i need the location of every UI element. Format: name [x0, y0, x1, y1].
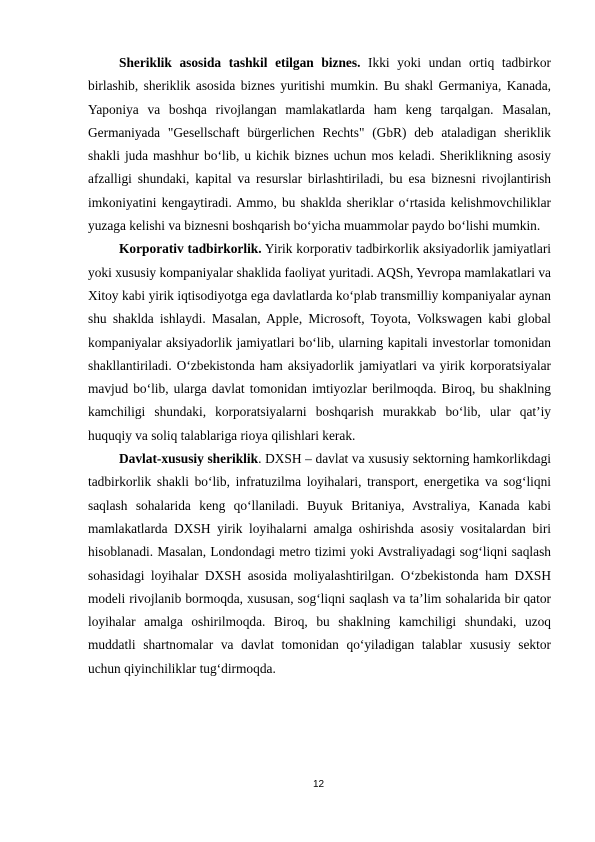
paragraph-text: Yirik korporativ tadbirkorlik aksiyadorlik jamiyatlari yoki xususiy kompaniyalar shaklida faoliyat yuritadi. AQSh, Yevropa mamlakatlari va Xitoy kabi yirik iqtisodiyotga ega davlatlarda ko‘plab transmilliy kompaniyalar aynan shu shaklda ishlaydi. Masalan, Apple, Microsoft, Toyota, Volkswagen kabi global kompaniyalar aksiyadorlik jamiyatlari bo‘lib, ularning kapitali investorlar tomonidan shakllantiriladi. O‘zbekistonda ham aksiyadorlik jamiyatlari va yirik korporatsiyalar mavjud bo‘lib, ularga davlat tomonidan imtiyozlar berilmoqda. Biroq, bu shaklning kamchiligi shundaki, korporatsiyalarni boshqarish murakkab bo‘lib, ular qat’iy huquqiy va soliq talablariga rioya qilishlari kerak.	[88, 241, 552, 443]
paragraph-heading: Davlat-xususiy sheriklik	[119, 451, 259, 467]
paragraph-text: . DXSH – davlat va xususiy sektorning hamkorlikdagi tadbirkorlik shakli bo‘lib, infratuzilma loyihalari, transport, energetika va sog‘liqni saqlash sohalarida keng qo‘llaniladi. Buyuk Britaniya, Avstraliya, Kanada kabi mamlakatlarda DXSH yirik loyihalarni amalga oshirishda asosiy vositalardan biri hisoblanadi. Masalan, Londondagi metro tizimi yoki Avstraliyadagi sog‘liqni saqlash sohasidagi loyihalar DXSH asosida moliyalashtirilgan. O‘zbekistonda ham DXSH modeli rivojlanib bormoqda, xususan, sog‘liqni saqlash va ta’lim sohalarida bir qator loyihalar amalga oshirilmoqda. Biroq, bu shaklning kamchiligi shundaki, uzoq muddatli shartnomalar va davlat tomonidan qo‘yiladigan talablar xususiy sektor uchun qiyinchiliklar tug‘dirmoqda.	[88, 451, 551, 676]
paragraph-korporativ	[88, 237, 551, 447]
paragraph-sheriklik	[88, 51, 551, 237]
paragraph-dxsh	[88, 447, 551, 680]
page-body	[88, 51, 551, 680]
page-number: 12	[312, 779, 325, 790]
paragraph-heading: Sheriklik asosida tashkil etilgan biznes.	[119, 55, 361, 70]
paragraph-heading: Korporativ tadbirkorlik.	[119, 241, 262, 257]
paragraph-text: Ikki yoki undan ortiq tadbirkor birlashib, sheriklik asosida biznes yuritishi mumkin. Bu shakl Germaniya, Kanada, Yaponiya va boshqa rivojlangan mamlakatlarda ham keng tarqalgan. Masalan, Germaniyada "Gesellschaft bürgerlichen Rechts" (GbR) deb ataladigan sheriklik shakli juda mashhur bo‘lib, u kichik biznes uchun mos keladi. Sheriklikning asosiy afzalligi shundaki, kapital va resurslar birlashtiriladi, bu esa biznesni rivojlantirish imkoniyatini kengaytiradi. Ammo, bu shaklda sheriklar o‘rtasida kelishmovchiliklar yuzaga kelishi va biznesni boshqarish bo‘yicha muammolar paydo bo‘lishi mumkin.	[88, 55, 551, 234]
